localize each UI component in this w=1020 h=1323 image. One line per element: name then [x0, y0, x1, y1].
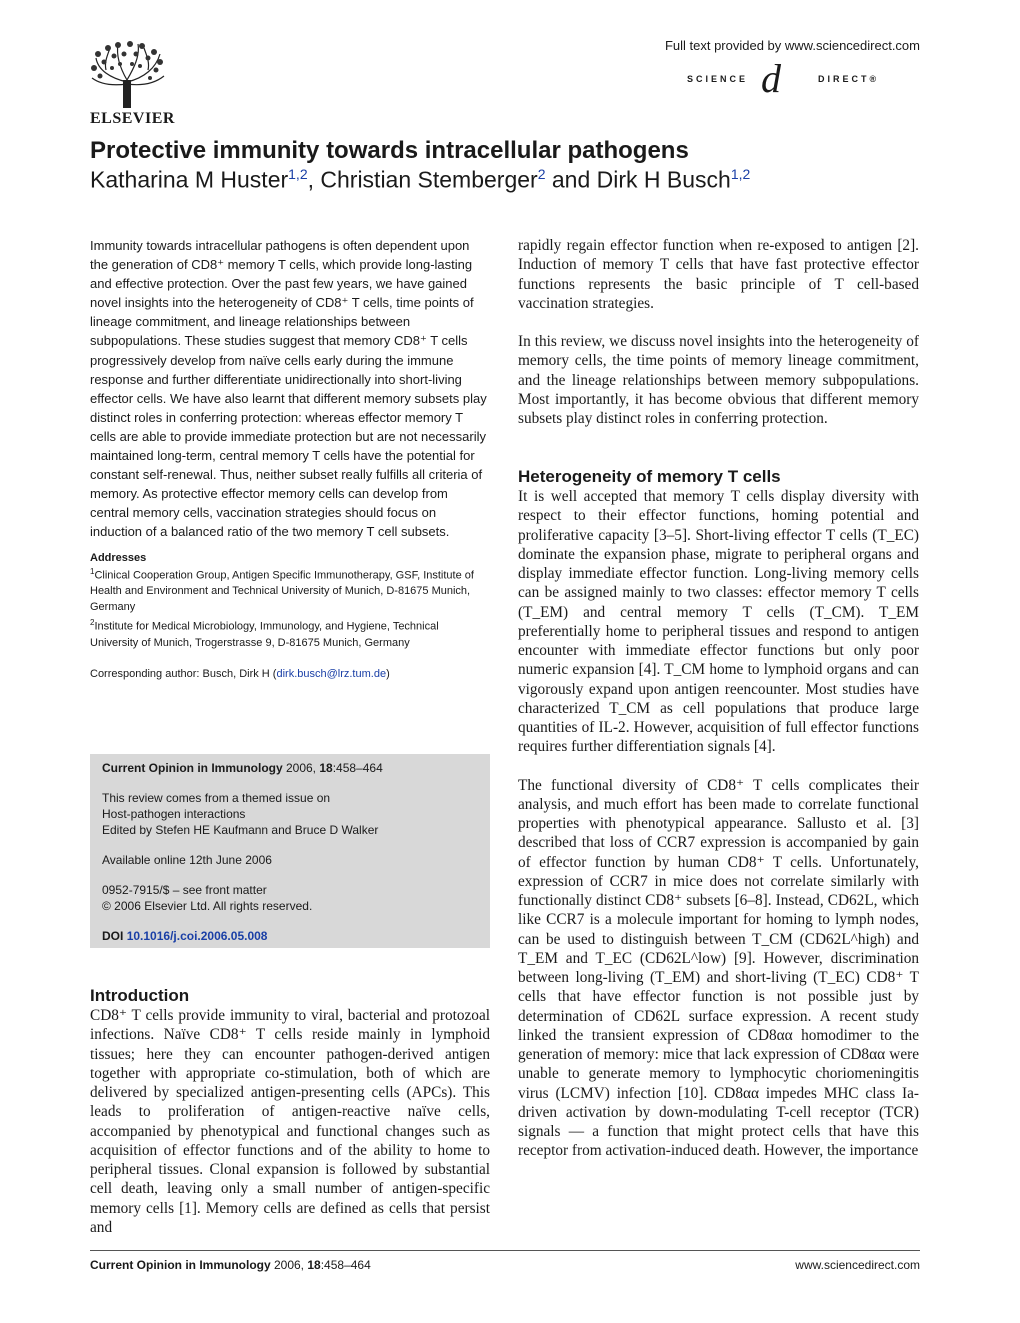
corresponding-suffix: ): [386, 667, 390, 680]
heterogeneity-heading: Heterogeneity of memory T cells: [518, 467, 781, 486]
right-paragraph-1: rapidly regain effector function when re-exposed to antigen [2]. Induction of memory T cells that have fast protective effector functions represents the basic principle of T cell-based vaccination strategies.: [518, 237, 919, 312]
right-paragraph-2: In this review, we discuss novel insights into the heterogeneity of memory cells, the time points of memory lineage commitment, and the lineage relationships between memory subpopulations. Most importantly, it has become obvious that different memory subsets play distinct roles in conferring protection.: [518, 333, 919, 427]
sciencedirect-logo-right: DIRECT®: [818, 74, 880, 84]
themed-line: This review comes from a themed issue on: [102, 791, 331, 805]
corresponding-prefix: Corresponding author: Busch, Dirk H (: [90, 667, 277, 680]
author-separator: ,: [307, 166, 321, 193]
author-separator: and: [545, 166, 597, 193]
footer-divider: [90, 1250, 920, 1251]
sciencedirect-d-icon: d: [761, 56, 781, 101]
footer-year: 2006,: [270, 1258, 308, 1272]
right-column: [518, 236, 919, 428]
journal-pages: :458–464: [332, 761, 383, 775]
sciencedirect-logo-left: SCIENCE: [687, 74, 749, 84]
left-column: [90, 236, 490, 680]
address-1: [90, 564, 490, 616]
copyright-block: [102, 882, 478, 914]
elsevier-logo: [90, 40, 175, 128]
themed-issue: [102, 790, 478, 838]
article-title: Protective immunity towards intracellular pathogens: [90, 137, 689, 164]
publisher-name: ELSEVIER: [90, 110, 175, 127]
author-name: Dirk H Busch: [596, 166, 731, 193]
journal-citation: [102, 760, 478, 776]
author-name: Christian Stemberger: [320, 166, 538, 193]
availability: Available online 12th June 2006: [102, 853, 272, 867]
footer-volume: 18: [307, 1258, 321, 1272]
copyright: © 2006 Elsevier Ltd. All rights reserved.: [102, 899, 313, 913]
address-number: 1: [90, 566, 95, 576]
introduction-text: CD8⁺ T cells provide immunity to viral, bacterial and protozoal infections. Naïve CD8⁺ T cells reside mainly in lymphoid tissues; here they can encounter pathogen-derived antigen together with appropriate co-stimulation, both of which are delivered by specialized antigen-presenting cells (APCs). This leads to proliferation of antigen-reactive naïve cells, accompanied by phenotypical and functional changes such as acquisition of effector functions and of the ability to home to peripheral tissues. Clonal expansion is followed by substantial cell death, leaving only a small number of antigen-specific memory cells [1]. Memory cells are defined as cells that persist and: [90, 1007, 490, 1236]
footer-citation: [90, 1258, 371, 1272]
address-2: [90, 615, 490, 651]
journal-volume: 18: [319, 761, 333, 775]
abstract: Immunity towards intracellular pathogens is often dependent upon the generation of CD8⁺ memory T cells, which provide long-lasting and effective protection. Over the past few years, we have gained novel insights into the heterogeneity of CD8⁺ T cells, time points of lineage commitment, and lineage relationships between subpopulations. These studies suggest that memory CD8⁺ T cells progressively develop from naïve cells early during the immune response and further differentiate unidirectionally into short-living effector cells. We have also learnt that different memory subsets play distinct roles in conferring protection: whereas effector memory T cells are able to provide immediate protection but are not necessarily maintained long-term, central memory T cells have the potential for constant self-renewal. Thus, neither subset really fulfills all criteria of memory. As protective effector memory cells can develop from central memory cells, vaccination strategies should focus on induction of a balanced ratio of the two memory T cell subsets.: [90, 238, 487, 540]
footer-journal: Current Opinion in Immunology: [90, 1258, 271, 1272]
author-list: [90, 166, 750, 194]
address-number: 2: [90, 618, 95, 628]
doi-label: DOI: [102, 929, 124, 943]
themed-line: Host-pathogen interactions: [102, 807, 246, 821]
address-text: Clinical Cooperation Group, Antigen Specific Immunotherapy, GSF, Institute of Health and Environment and Technical University of Munich, D-81675 Munich, Germany: [90, 569, 474, 614]
author-affiliation-link[interactable]: 1,2: [288, 166, 308, 182]
introduction-heading: Introduction: [90, 986, 190, 1005]
doi-link[interactable]: 10.1016/j.coi.2006.05.008: [126, 929, 268, 943]
email-link[interactable]: dirk.busch@lrz.tum.de: [276, 667, 387, 680]
full-text-notice[interactable]: Full text provided by www.sciencedirect.com: [664, 38, 920, 53]
article-info-box: [90, 754, 490, 948]
heterogeneity-body: [518, 487, 919, 1161]
elsevier-tree-icon: [90, 40, 166, 110]
corresponding-author: [90, 668, 490, 680]
journal-year: 2006,: [282, 761, 320, 775]
footer-url[interactable]: www.sciencedirect.com: [795, 1258, 920, 1272]
heterogeneity-paragraph-2: The functional diversity of CD8⁺ T cells complicates their analysis, and much effort has been made to correlate functional properties with phenotypical appearance. Sallusto et al. [3] described that loss of CCR7 expression is accompanied by gain of effector function by human CD8⁺ T cells. Unfortunately, expression of CCR7 in mice does not correlate similarly with functionally distinct CD8⁺ subsets [6–8]. Instead, CD62L, which like CCR7 is a molecule important for homing to lymph nodes, can be used to distinguish between T_CM (CD62L^high) and T_EM and T_EC (CD62L^low) [9]. However, discrimination between long-living (T_EM) and short-living (T_EC) CD8⁺ T cells that have effector function is not possible just by determination of CD62L surface expression. A recent study linked the transient expression of CD8αα homodimer to the generation of memory: mice that lack expression of CD8αα were unable to generate memory to lymphocytic choriomeningitis virus (LCMV) infection [10]. CD8αα impedes MHC class Ia-driven activation by down-modulating T-cell receptor (TCR) signals — a function that might protect cells that have this receptor from activation-induced death. However, the importance: [518, 776, 919, 1160]
journal-name: Current Opinion in Immunology: [102, 761, 283, 775]
author-affiliation-link[interactable]: 1,2: [730, 166, 751, 182]
issn: 0952-7915/$ – see front matter: [102, 883, 267, 897]
footer-pages: :458–464: [320, 1258, 371, 1272]
heterogeneity-paragraph-1: It is well accepted that memory T cells display diversity with respect to their effector functions, homing potential and proliferative capacity [3–5]. Short-living effector T cells (T_EC) dominate the expansion phase, migrate to peripheral organs and display immediate effector function. Long-living memory cells can be assigned mainly to two classes: effector memory T cells (T_EM) and central memory T cells (T_CM). T_EM preferentially home to peripheral tissues and respond to antigen encounter with immediate effector functions but only poor numeric expansion [4]. T_CM home to lymphoid organs and can vigorously expand upon antigen reencounter. Most studies have characterized T_CM as cell populations that produce large quantities of IL-2. However, acquisition of full effector functions requires further differentiation signals [4].: [518, 488, 919, 756]
doi-line: [102, 928, 478, 944]
author-affiliation-link[interactable]: 2: [537, 166, 546, 182]
author-name: Katharina M Huster: [90, 166, 289, 193]
sciencedirect-logo[interactable]: [684, 56, 920, 101]
addresses-heading: Addresses: [90, 551, 147, 564]
themed-line: Edited by Stefen HE Kaufmann and Bruce D Walker: [102, 823, 379, 837]
address-text: Institute for Medical Microbiology, Immunology, and Hygiene, Technical University of Munich, Trogerstrasse 9, D-81675 Munich, Germany: [90, 620, 439, 649]
